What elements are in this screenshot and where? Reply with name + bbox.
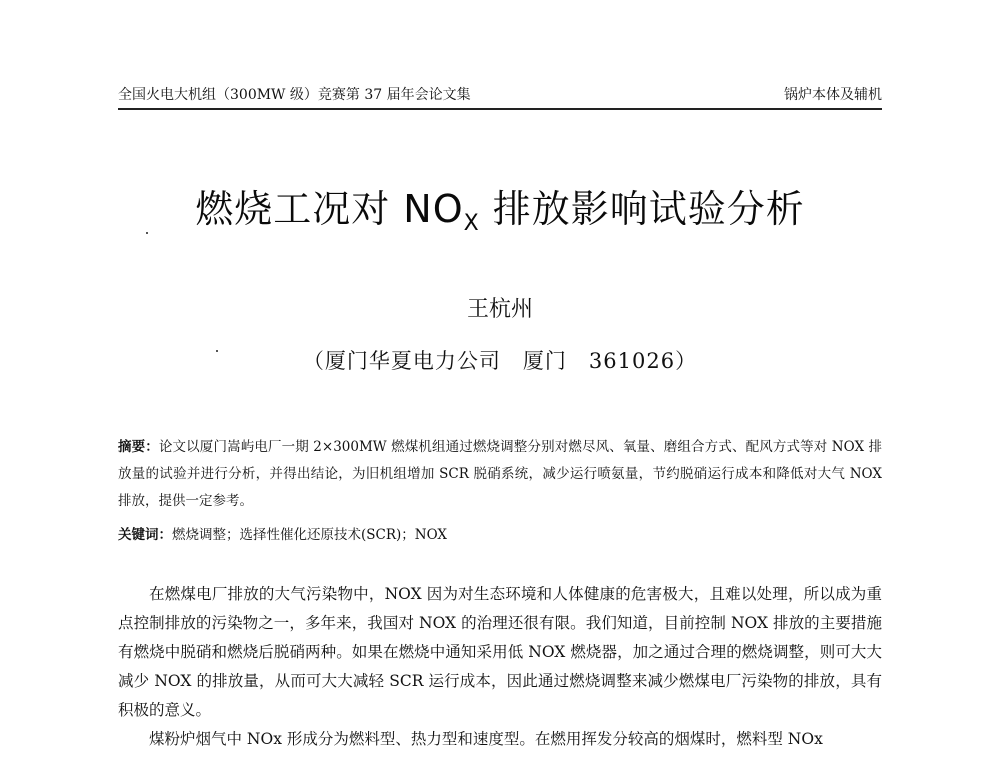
- running-header: [118, 84, 882, 110]
- body-text: [118, 580, 882, 754]
- title-subscript: X: [463, 211, 480, 236]
- header-journal-title: 全国火电大机组（300MW 级）竞赛第 37 届年会论文集: [118, 87, 471, 103]
- author-affiliation: （厦门华夏电力公司 厦门 361026）: [302, 349, 698, 373]
- abstract-text: 论文以厦门嵩屿电厂一期 2×300MW 燃煤机组通过燃烧调整分别对燃尽风、氧量、磨组合方式、配风方式等对 NOX 排放量的试验并进行分析，并得出结论，为旧机组增加 SCR 脱硝系统，减少运行喷氨量，节约脱硝运行成本和降低对大气 NOX 排放，提供一定参考。: [118, 439, 882, 509]
- abstract: [118, 434, 882, 515]
- keywords-label: 关键词：: [118, 527, 172, 543]
- title-suffix: 排放影响试验分析: [479, 187, 805, 231]
- keywords: [118, 524, 882, 546]
- keywords-text: 燃烧调整；选择性催化还原技术(SCR)；NOX: [172, 527, 448, 543]
- body-paragraph-1: 在燃煤电厂排放的大气污染物中，NOX 因为对生态环境和人体健康的危害极大，且难以处理，所以成为重点控制排放的污染物之一，多年来，我国对 NOX 的治理还很有限。我们知道，目前控制 NOX 排放的主要措施有燃烧中脱硝和燃烧后脱硝两种。如果在燃烧中通知采用低 NOX 燃烧器，加之通过合理的燃烧调整，则可大大减少 NOX 的排放量，从而可大大减轻 SCR 运行成本，因此通过燃烧调整来减少燃煤电厂污染物的排放，具有积极的意义。: [118, 585, 882, 719]
- paper-title: [0, 178, 1000, 236]
- author-name: 王杭州: [466, 297, 533, 322]
- scan-speck: [146, 232, 148, 234]
- abstract-label: 摘要：: [118, 439, 159, 455]
- title-prefix: 燃烧工况对 NO: [195, 187, 464, 231]
- header-section: 锅炉本体及辅机: [784, 87, 882, 103]
- scan-speck: [216, 350, 218, 352]
- body-paragraph-2: 煤粉炉烟气中 NOx 形成分为燃料型、热力型和速度型。在燃用挥发分较高的烟煤时，燃料型 NOx: [149, 730, 823, 748]
